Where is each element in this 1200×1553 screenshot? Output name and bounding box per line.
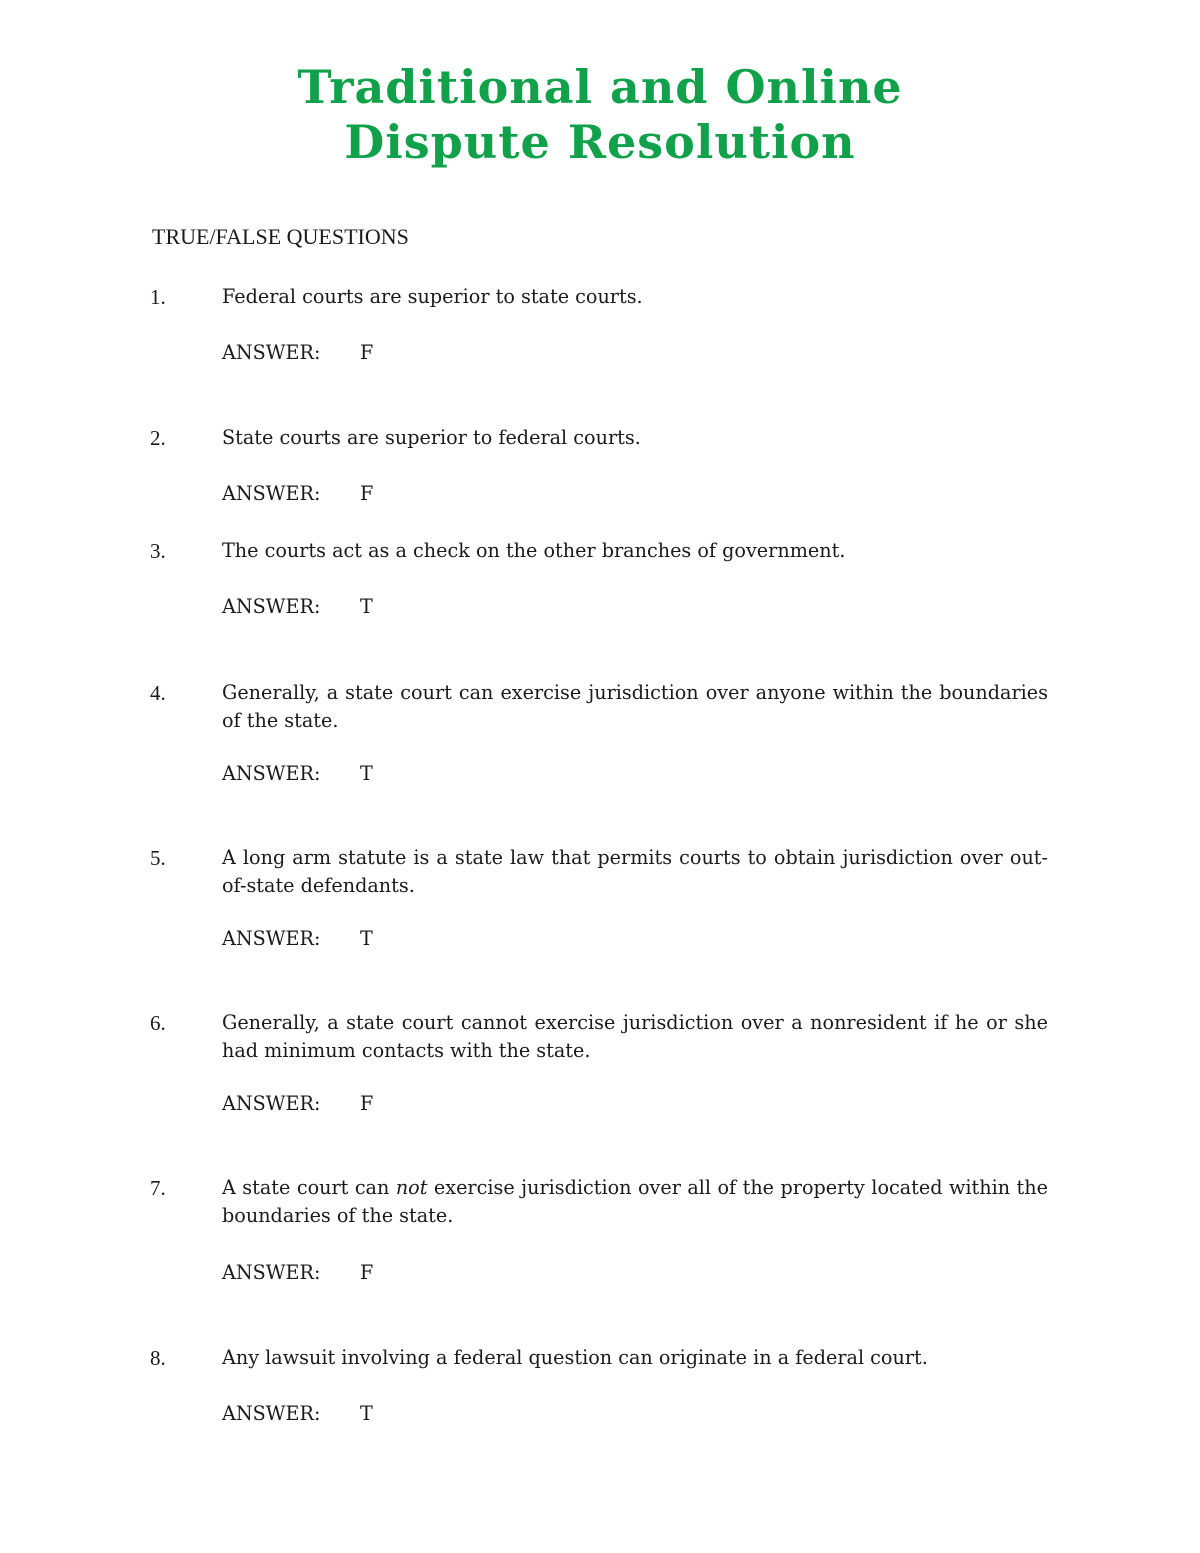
document-title-line-2: Dispute Resolution	[344, 115, 856, 169]
answer-label: ANSWER:	[222, 341, 321, 364]
question-text: The courts act as a check on the other branches of government.	[222, 539, 846, 562]
answer-value: T	[360, 927, 373, 950]
question-text	[222, 1174, 1048, 1230]
question-text-emphasis: not	[395, 1176, 428, 1199]
answer-line	[222, 760, 373, 788]
answer-value: F	[360, 341, 374, 364]
question-text: Generally, a state court can exercise jurisdiction over anyone within the boundaries of the state.	[222, 681, 1048, 732]
answer-value: F	[360, 482, 374, 505]
question-number: 6.	[150, 1011, 166, 1035]
section-heading: TRUE/FALSE QUESTIONS	[152, 224, 409, 249]
question-number: 1.	[150, 285, 166, 309]
answer-label: ANSWER:	[222, 1092, 321, 1115]
answer-line	[222, 925, 373, 953]
question-text: Any lawsuit involving a federal question can originate in a federal court.	[222, 1346, 928, 1369]
question-number: 4.	[150, 681, 166, 705]
answer-line	[222, 1400, 373, 1428]
answer-label: ANSWER:	[222, 1402, 321, 1425]
question-number: 3.	[150, 539, 166, 563]
document-title-line-1: Traditional and Online	[297, 60, 903, 114]
question-number: 2.	[150, 426, 166, 450]
answer-line	[222, 480, 373, 508]
question-number: 8.	[150, 1346, 166, 1370]
answer-label: ANSWER:	[222, 1261, 321, 1284]
answer-label: ANSWER:	[222, 595, 321, 618]
question-number: 5.	[150, 846, 166, 870]
question-number: 7.	[150, 1176, 166, 1200]
question-text-part: exercise jurisdiction over all of the property located within the boundaries of the state.	[222, 1176, 1048, 1227]
answer-line	[222, 339, 373, 367]
question-text: Generally, a state court cannot exercise jurisdiction over a nonresident if he or she had minimum contacts with the state.	[222, 1011, 1048, 1062]
answer-value: T	[360, 595, 373, 618]
answer-value: T	[360, 1402, 373, 1425]
question-text-part: A state court can	[222, 1176, 396, 1199]
answer-label: ANSWER:	[222, 927, 321, 950]
question-text: State courts are superior to federal courts.	[222, 426, 641, 449]
question-text: A long arm statute is a state law that permits courts to obtain jurisdiction over out-of-state defendants.	[222, 846, 1048, 897]
answer-line	[222, 1259, 373, 1287]
answer-value: F	[360, 1261, 374, 1284]
answer-value: F	[360, 1092, 374, 1115]
answer-label: ANSWER:	[222, 482, 321, 505]
answer-line	[222, 593, 373, 621]
question-text: Federal courts are superior to state courts.	[222, 285, 643, 308]
answer-value: T	[360, 762, 373, 785]
answer-label: ANSWER:	[222, 762, 321, 785]
answer-line	[222, 1090, 373, 1118]
